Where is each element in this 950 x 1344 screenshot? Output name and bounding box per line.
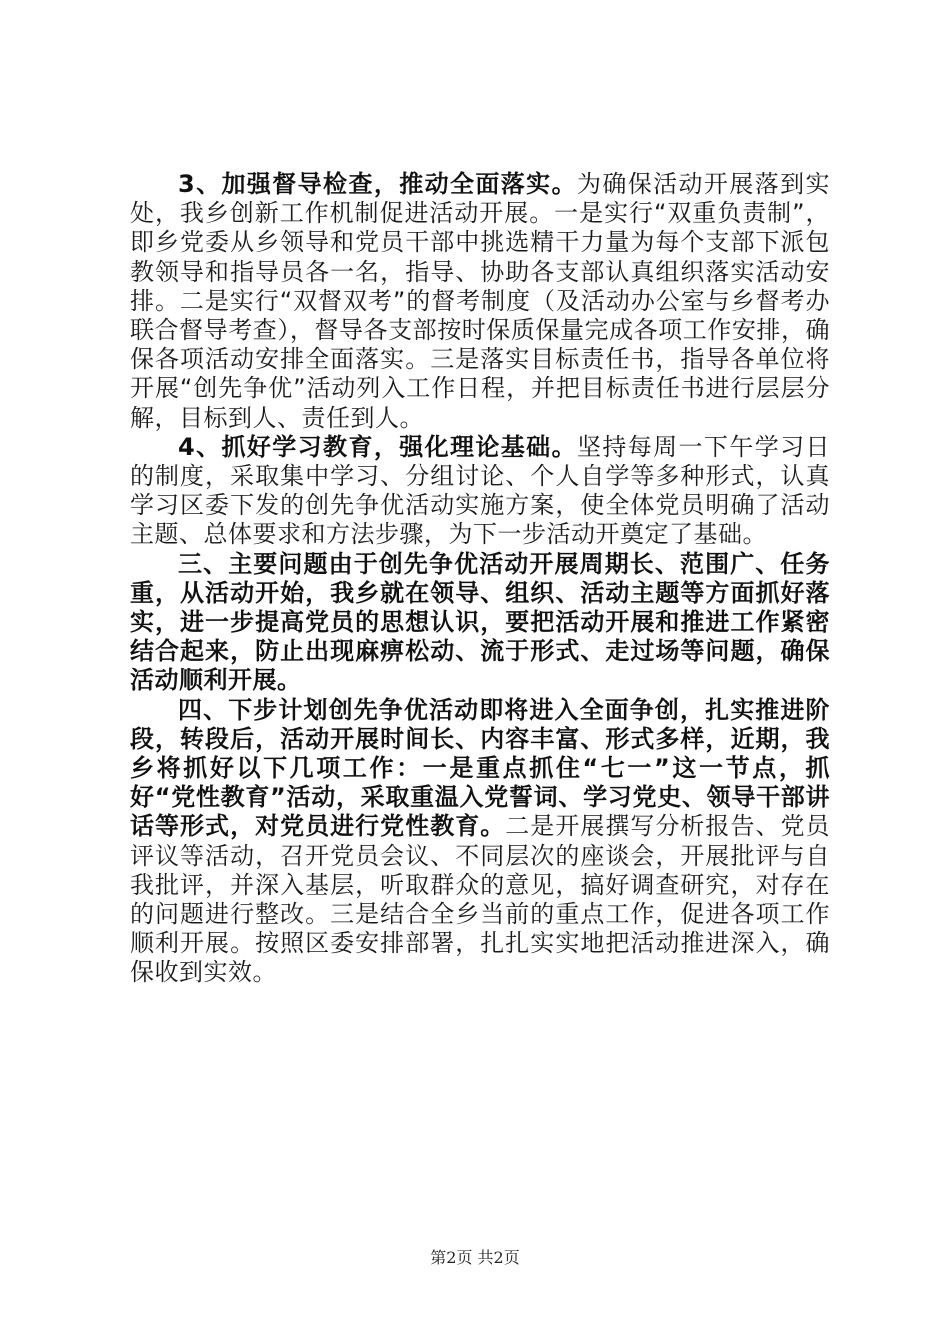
paragraph-study xyxy=(130,433,830,550)
paragraph-heading: 四、下步计划 xyxy=(178,695,329,724)
paragraph-text: 二是开展撰写分析报告、党员评议等活动，召开党员会议、不同层次的座谈会，开展批评与自我批评，并深入基层，听取群众的意见，搞好调查研究，对存在的问题进行整改。三是结合全乡当前的重点工作，促进各项工作顺利开展。按照区委安排部署，扎扎实实地把活动推进深入，确保收到实效。 xyxy=(130,812,831,987)
paragraph-text: 坚持每周一下午学习日的制度，采取集中学习、分组讨论、个人自学等多种形式，认真学习区委下发的创先争优活动实施方案，使全体党员明确了活动主题、总体要求和方法步骤，为下一步活动开奠定了基础。 xyxy=(130,432,830,549)
paragraph-supervision xyxy=(130,170,830,433)
paragraph-text: 由于创先争优活动开展周期长、范围广、任务重，从活动开始，我乡就在领导、组织、活动主题等方面抓好落实，进一步提高党员的思想认识，要把活动开展和推进工作紧密结合起来，防止出现麻痹松动、流于形式、走过场等问题，确保活动顺利开展。 xyxy=(130,549,831,695)
paragraph-heading: 4、抓好学习教育，强化理论基础。 xyxy=(178,432,577,461)
paragraph-text-bold: 创先争优活动即将进入全面争创，扎实推进阶段，转段后，活动开展时间长、内容丰富、形式多样，近期，我乡将抓好以下几项工作：一是重点抓住“七一”这一节点，抓好“党性教育”活动，采取重温入党誓词、学习党史、领导干部讲话等形式，对党员进行党性教育。 xyxy=(130,695,831,841)
document-body xyxy=(130,170,830,988)
paragraph-heading: 三、主要问题 xyxy=(178,549,329,578)
page-footer: 第2页 共2页 xyxy=(430,1248,520,1267)
paragraph-main-problems xyxy=(130,550,830,696)
paragraph-text: 为确保活动开展落到实处，我乡创新工作机制促进活动开展。一是实行“双重负责制”，即乡党委从乡领导和党员干部中挑选精干力量为每个支部下派包教领导和指导员各一名，指导、协助各支部认真组织落实活动安排。二是实行“双督双考”的督考制度（及活动办公室与乡督考办联合督导考查），督导各支部按时保质保量完成各项工作安排，确保各项活动安排全面落实。三是落实目标责任书，指导各单位将开展“创先争优”活动列入工作日程，并把目标责任书进行层层分解，目标到人、责任到人。 xyxy=(130,170,830,432)
paragraph-next-plan xyxy=(130,696,830,988)
paragraph-heading: 3、加强督导检查，推动全面落实。 xyxy=(178,170,577,198)
